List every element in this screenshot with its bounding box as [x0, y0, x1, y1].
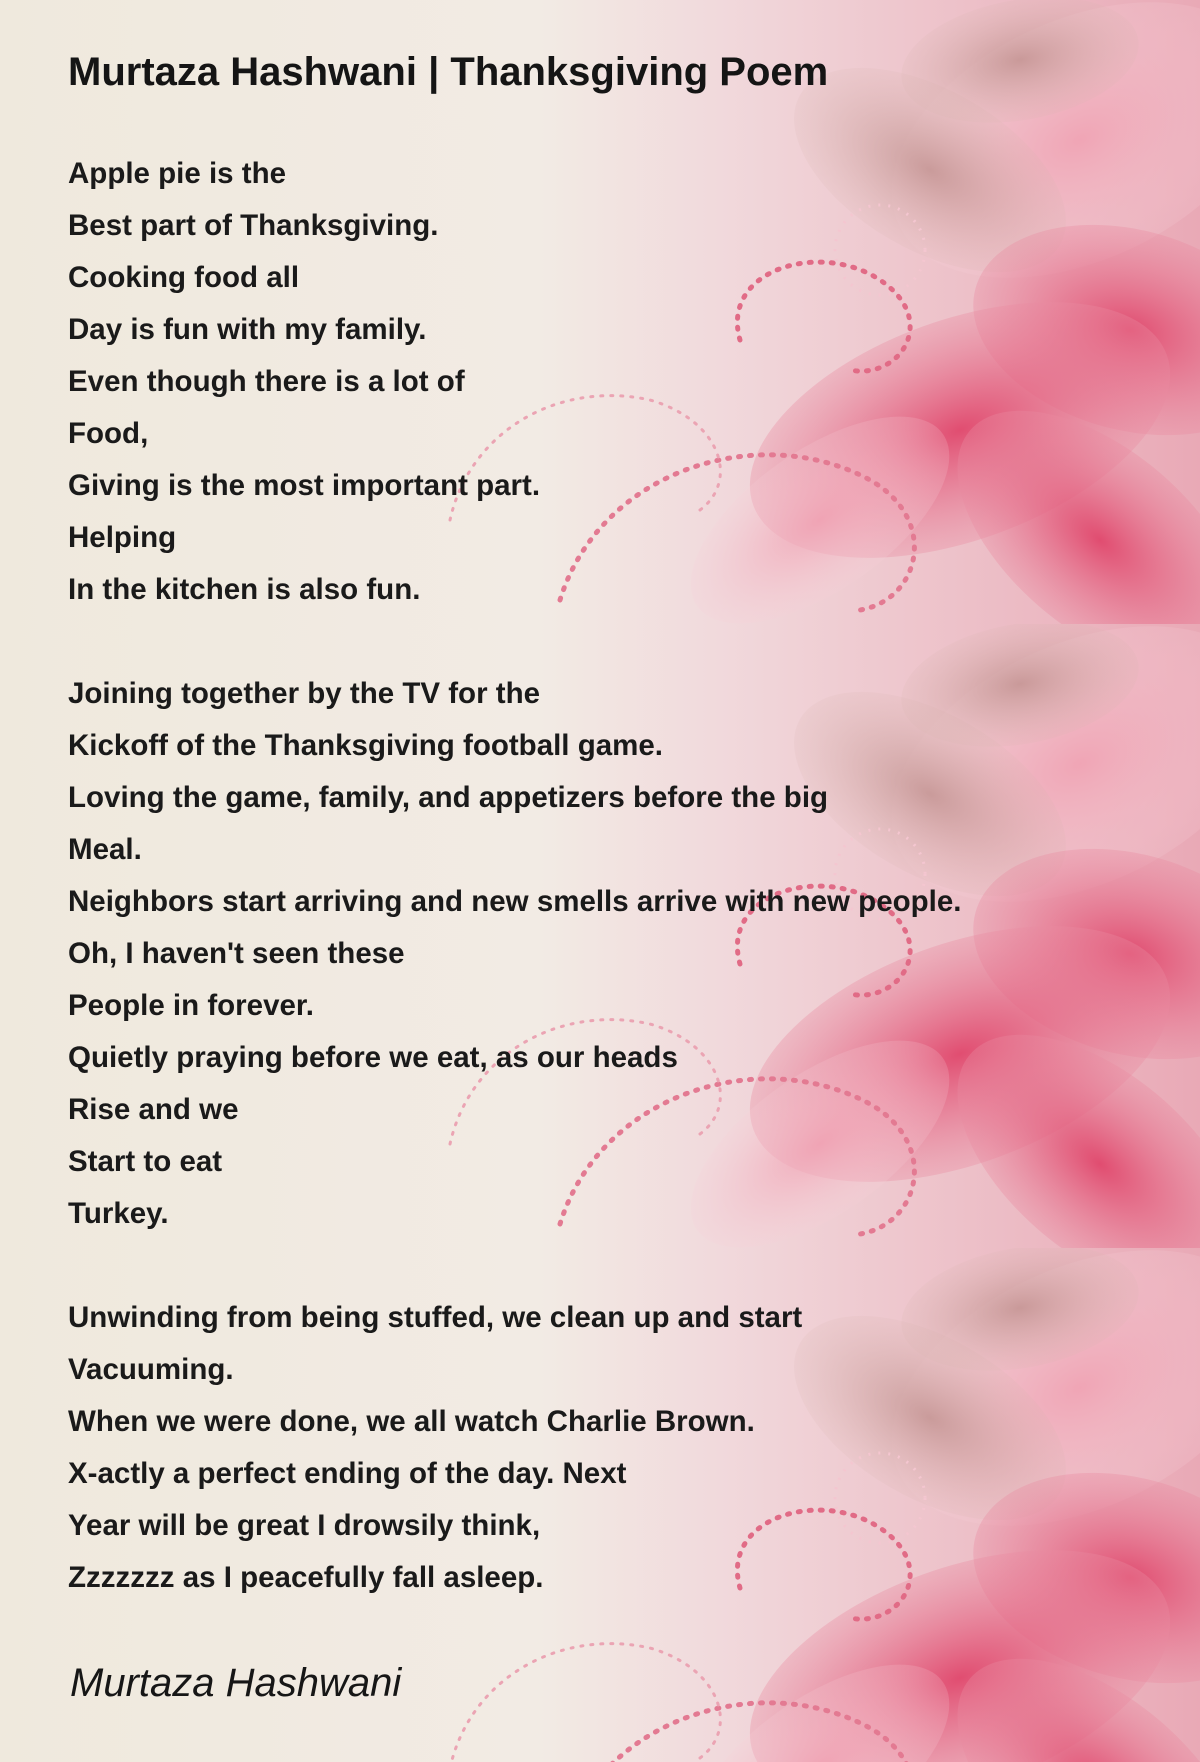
poem-line: Even though there is a lot of [68, 365, 465, 398]
poem-line: Turkey. [68, 1197, 169, 1230]
poem-line: Start to eat [68, 1145, 223, 1178]
poem-title: Murtaza Hashwani | Thanksgiving Poem [68, 50, 829, 94]
poem-line: In the kitchen is also fun. [68, 573, 421, 606]
poem-line: Vacuuming. [68, 1353, 234, 1386]
poem-line: Joining together by the TV for the [68, 677, 540, 710]
poem-line: Food, [68, 417, 149, 450]
poem-line: Apple pie is the [68, 157, 287, 190]
poem-line: X-actly a perfect ending of the day. Next [68, 1457, 627, 1490]
poem-line: People in forever. [68, 989, 314, 1022]
poem-line: Cooking food all [68, 261, 300, 294]
poem-line: Oh, I haven't seen these [68, 937, 405, 970]
poem-line: Unwinding from being stuffed, we clean up and start [68, 1301, 803, 1334]
poem-line: Kickoff of the Thanksgiving football game. [68, 729, 663, 762]
poem-line: Day is fun with my family. [68, 313, 427, 346]
poem-line: Zzzzzzz as I peacefully fall asleep. [68, 1561, 544, 1594]
author-signature: Murtaza Hashwani [70, 1661, 402, 1705]
poem-line: Helping [68, 521, 177, 554]
poem-line: Loving the game, family, and appetizers before the big [68, 781, 829, 814]
poem-line: Meal. [68, 833, 142, 866]
poem-line: Giving is the most important part. [68, 469, 541, 502]
poem-line: When we were done, we all watch Charlie Brown. [68, 1405, 755, 1438]
poem-line: Year will be great I drowsily think, [68, 1509, 541, 1542]
poem-line: Neighbors start arriving and new smells arrive with new people. [68, 885, 962, 918]
poem-line: Best part of Thanksgiving. [68, 209, 439, 242]
poem-line: Quietly praying before we eat, as our heads [68, 1041, 678, 1074]
poem-line: Rise and we [68, 1093, 239, 1126]
